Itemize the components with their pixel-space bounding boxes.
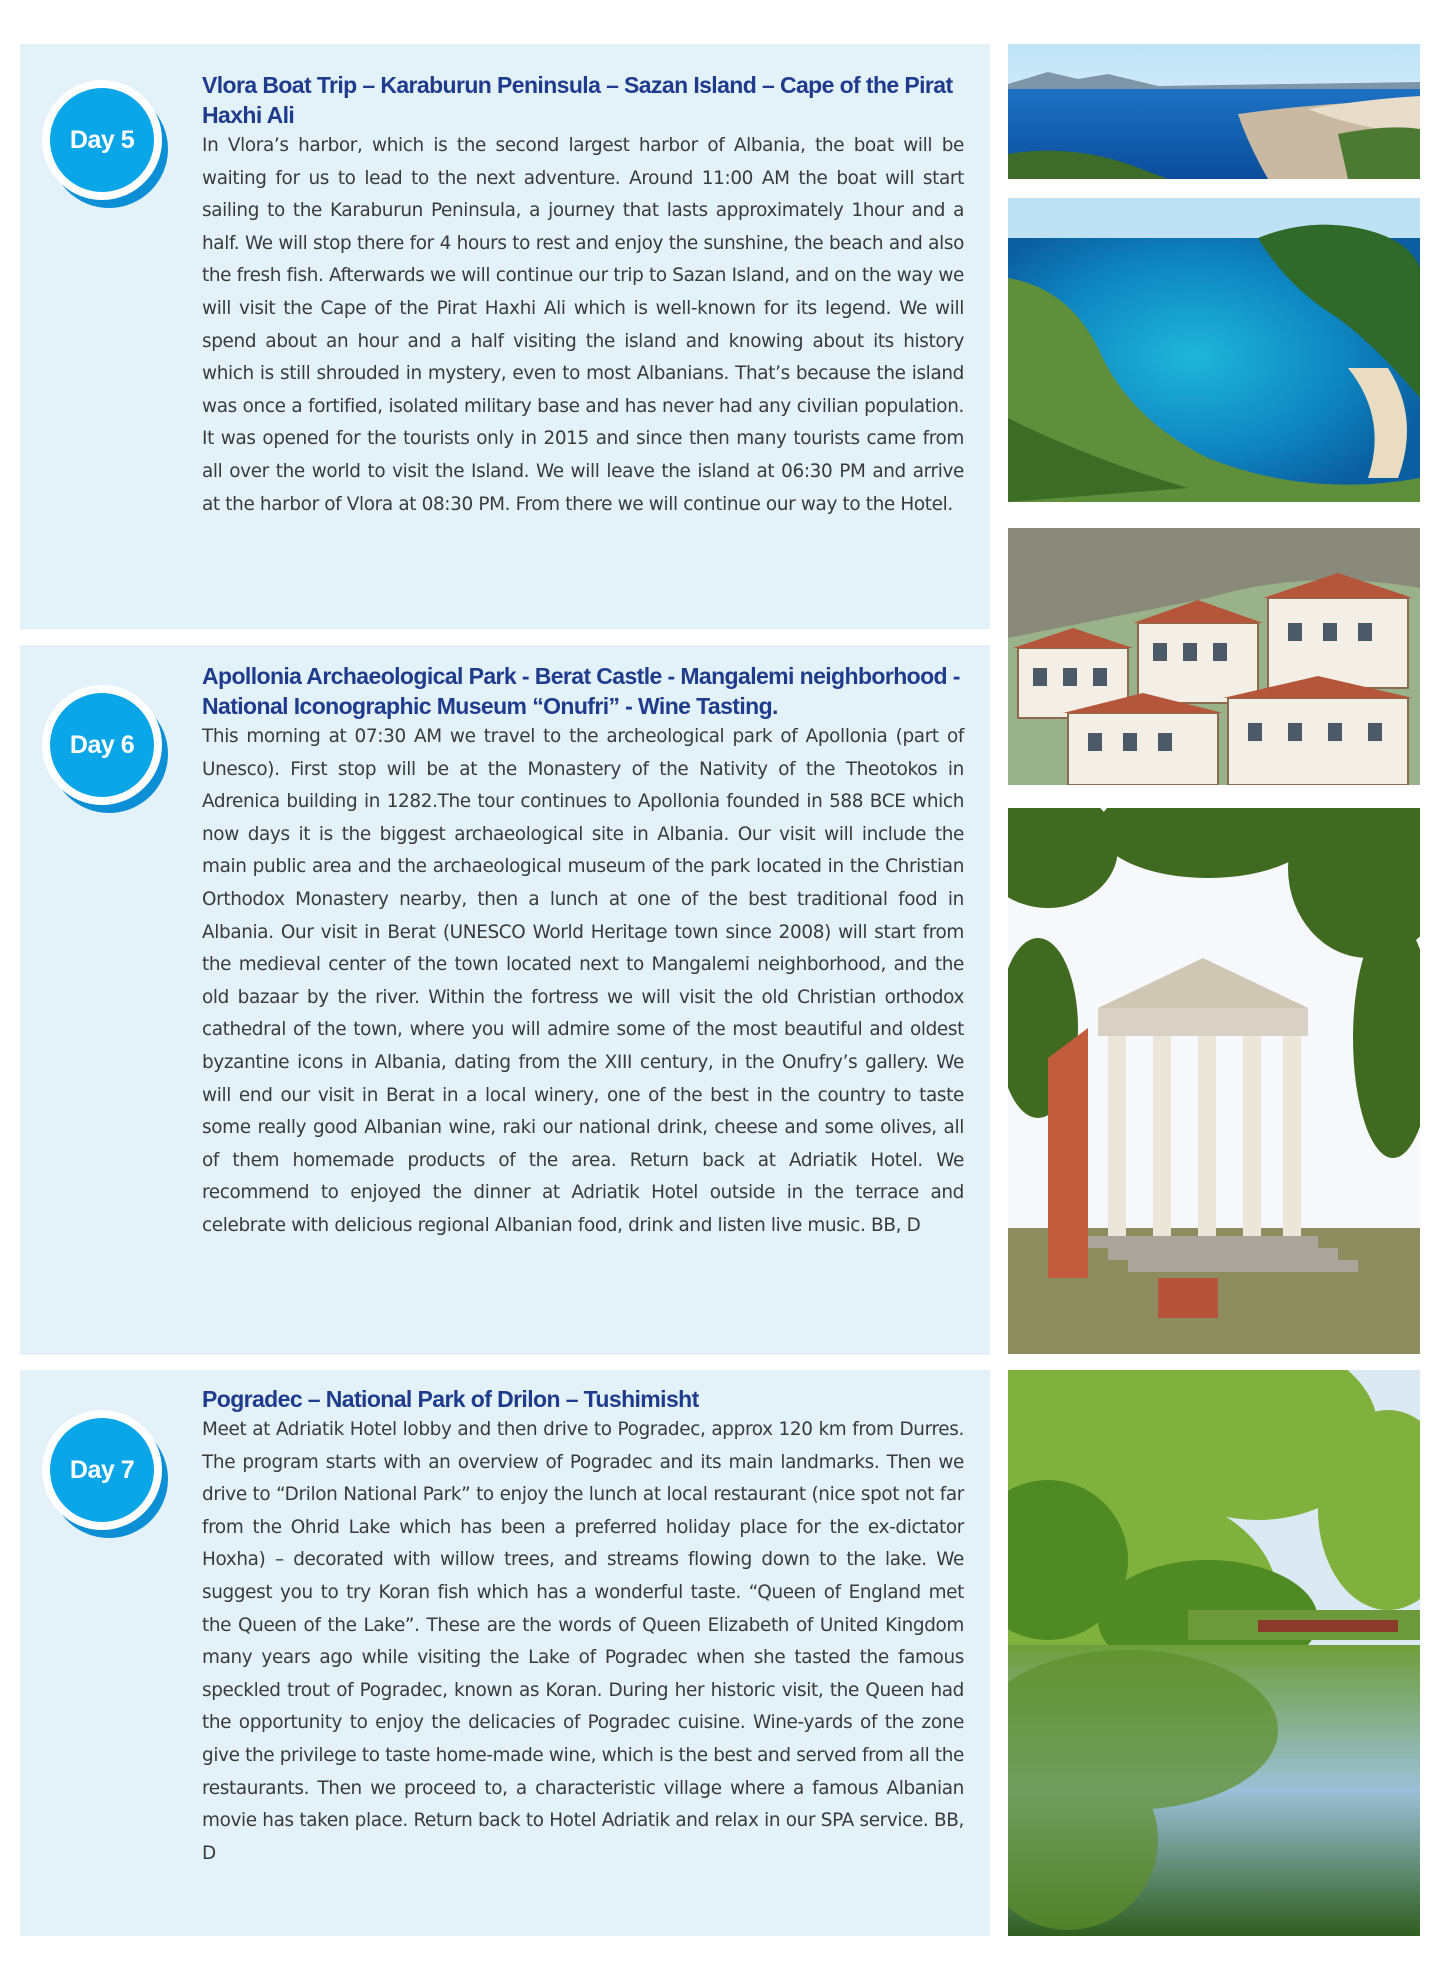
drilon-lake-illustration	[1008, 1370, 1420, 1936]
day-7-panel	[20, 1370, 990, 1936]
vlora-bay-photo	[1008, 44, 1420, 179]
day-7-badge-label: Day 7	[50, 1418, 154, 1522]
drilon-lake-photo	[1008, 1370, 1420, 1936]
day-5-description: In Vlora’s harbor, which is the second largest harbor of Albania, the boat will be waiting for us to lead to the next adventure. Around 11:00 AM the boat will start sailing to the Karaburun Peninsula, a journey that lasts approximately 1hour and a half. We will stop there for 4 hours to rest and enjoy the sunshine, the beach and also the fresh fish. Afterwards we will continue our trip to Sazan Island, and on the way we will visit the Cape of the Pirat Haxhi Ali which is well-known for its legend. We will spend about an hour and a half visiting the island and knowing about its history which is still shrouded in mystery, even to most Albanians. That’s because the island was once a fortified, isolated military base and has never had any civilian population. It was opened for the tourists only in 2015 and since then many tourists came from all over the world to visit the Island. We will leave the island at 06:30 PM and arrive at the harbor of Vlora at 08:30 PM. From there we will continue our way to the Hotel.	[202, 135, 964, 515]
vlora-bay-illustration	[1008, 44, 1420, 179]
berat-houses-illustration	[1008, 528, 1420, 785]
day-6-content	[202, 661, 964, 1243]
karaburun-cove-photo	[1008, 198, 1420, 502]
day-7-content	[202, 1384, 964, 1870]
day-5-content	[202, 70, 964, 521]
apollonia-ruins-photo	[1008, 808, 1420, 1354]
day-5-badge-label: Day 5	[50, 88, 154, 192]
day-5-title: Vlora Boat Trip – Karaburun Peninsula – Sazan Island – Cape of the Pirat Haxhi Ali	[202, 72, 953, 128]
day-7-title: Pogradec – National Park of Drilon – Tushimisht	[202, 1386, 699, 1412]
apollonia-ruins-illustration	[1008, 808, 1420, 1354]
day-6-panel	[20, 645, 990, 1355]
day-6-title: Apollonia Archaeological Park - Berat Castle - Mangalemi neighborhood - National Iconographic Museum “Onufri” - Wine Tasting.	[202, 663, 960, 719]
berat-houses-photo	[1008, 528, 1420, 785]
day-6-badge-label: Day 6	[50, 693, 154, 797]
day-7-description: Meet at Adriatik Hotel lobby and then drive to Pogradec, approx 120 km from Durres. The program starts with an overview of Pogradec and its main landmarks. Then we drive to “Drilon National Park” to enjoy the lunch at local restaurant (nice spot not far from the Ohrid Lake which has been a preferred holiday place for the ex-dictator Hoxha) – decorated with willow trees, and streams flowing down to the lake. We suggest you to try Koran fish which has a wonderful taste. “Queen of England met the Queen of the Lake”. These are the words of Queen Elizabeth of United Kingdom many years ago while visiting the Lake of Pogradec when she tasted the famous speckled trout of Pogradec, known as Koran. During her historic visit, the Queen had the opportunity to enjoy the delicacies of Pogradec cuisine. Wine-yards of the zone give the privilege to taste home-made wine, which is the best and served from all the restaurants. Then we proceed to, a characteristic village where a famous Albanian movie has taken place. Return back to Hotel Adriatik and relax in our SPA service. BB, D	[202, 1419, 964, 1864]
day-7-badge	[42, 1410, 172, 1540]
day-5-panel	[20, 44, 990, 629]
day-5-badge	[42, 80, 172, 210]
day-6-badge	[42, 685, 172, 815]
day-6-description: This morning at 07:30 AM we travel to the archeological park of Apollonia (part of Unesco). First stop will be at the Monastery of the Nativity of the Theotokos in Adrenica building in 1282.The tour continues to Apollonia founded in 588 BCE which now days it is the biggest archaeological site in Albania. Our visit will include the main public area and the archaeological museum of the park located in the Christian Orthodox Monastery nearby, then a lunch at one of the best traditional food in Albania. Our visit in Berat (UNESCO World Heritage town since 2008) will start from the medieval center of the town located next to Mangalemi neighborhood, and the old bazaar by the river. Within the fortress we will visit the old Christian orthodox cathedral of the town, where you will admire some of the most beautiful and oldest byzantine icons in Albania, dating from the XIII century, in the Onufry’s gallery. We will end our visit in Berat in a local winery, one of the best in the country to taste some really good Albanian wine, raki our national drink, cheese and some olives, all of them homemade products of the area. Return back at Adriatik Hotel. We recommend to enjoyed the dinner at Adriatik Hotel outside in the terrace and celebrate with delicious regional Albanian food, drink and listen live music. BB, D	[202, 726, 964, 1236]
karaburun-cove-illustration	[1008, 198, 1420, 502]
